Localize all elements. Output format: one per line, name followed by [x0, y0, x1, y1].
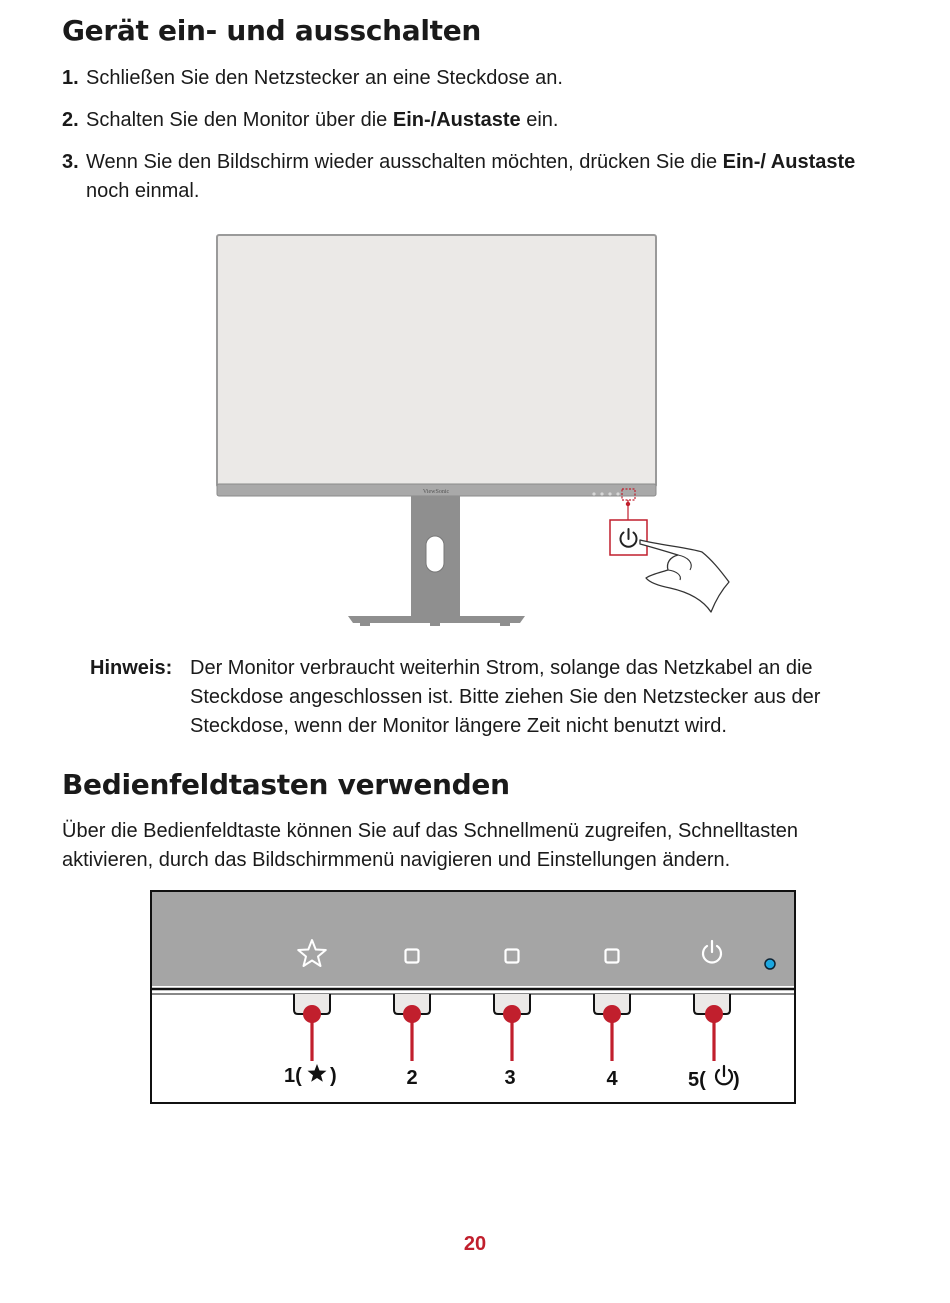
intro-paragraph: Über die Bedienfeldtaste können Sie auf das Schnellmenü zugreifen, Schnelltasten aktivieren, durch das Bildschirmmenü navigieren und Einstellungen ändern.: [62, 820, 799, 871]
step-bold-term: Ein-/Austaste: [392, 109, 521, 131]
step-text: Schalten Sie den Monitor über die: [86, 109, 393, 131]
step-1: [62, 64, 882, 93]
control-panel-illustration: [150, 890, 796, 1105]
button-label-3: 3: [504, 1067, 516, 1089]
step-3: [62, 148, 882, 206]
page-number: 20: [463, 1233, 487, 1255]
note-label: Hinweis:: [90, 657, 173, 679]
pointing-hand-icon: [640, 540, 729, 612]
monitor-illustration: [200, 230, 740, 630]
monitor-stand-base: [348, 616, 525, 623]
monitor-screen: [217, 235, 656, 487]
button-label-suffix: ): [733, 1069, 740, 1091]
step-number: 3.: [62, 151, 79, 173]
panel-bezel: [152, 892, 794, 986]
button-label-4: 4: [606, 1068, 618, 1090]
step-number: 2.: [62, 109, 79, 131]
button-label-5: 5(: [688, 1069, 706, 1091]
step-2: [62, 106, 882, 135]
section-title-power: Gerät ein- und ausschalten: [62, 14, 482, 47]
step-number: 1.: [62, 67, 79, 89]
button-label-1: 1(: [284, 1065, 302, 1087]
section-title-control-panel: Bedienfeldtasten verwenden: [62, 768, 510, 801]
step-text: ein.: [520, 109, 559, 131]
step-bold-term: Ein-/ Austaste: [722, 151, 856, 173]
brand-logo: ViewSonic: [422, 489, 450, 495]
step-text: noch einmal.: [86, 180, 200, 202]
note-text: Der Monitor verbraucht weiterhin Strom, solange das Netzkabel an die Steckdose angeschlossen ist. Bitte ziehen Sie den Netzstecker aus der Steckdose, wenn der Monitor längere Zeit nicht benutzt wird.: [190, 657, 821, 737]
button-label-2: 2: [406, 1067, 418, 1089]
button-label-suffix: ): [330, 1065, 337, 1087]
step-text: Schließen Sie den Netzstecker an eine Steckdose an.: [86, 67, 563, 89]
cable-hole: [426, 536, 444, 572]
callout-dot: [626, 502, 630, 506]
power-steps-list: [62, 64, 882, 219]
step-text: Wenn Sie den Bildschirm wieder ausschalten möchten, drücken Sie die: [86, 151, 723, 173]
power-led: [765, 959, 775, 969]
